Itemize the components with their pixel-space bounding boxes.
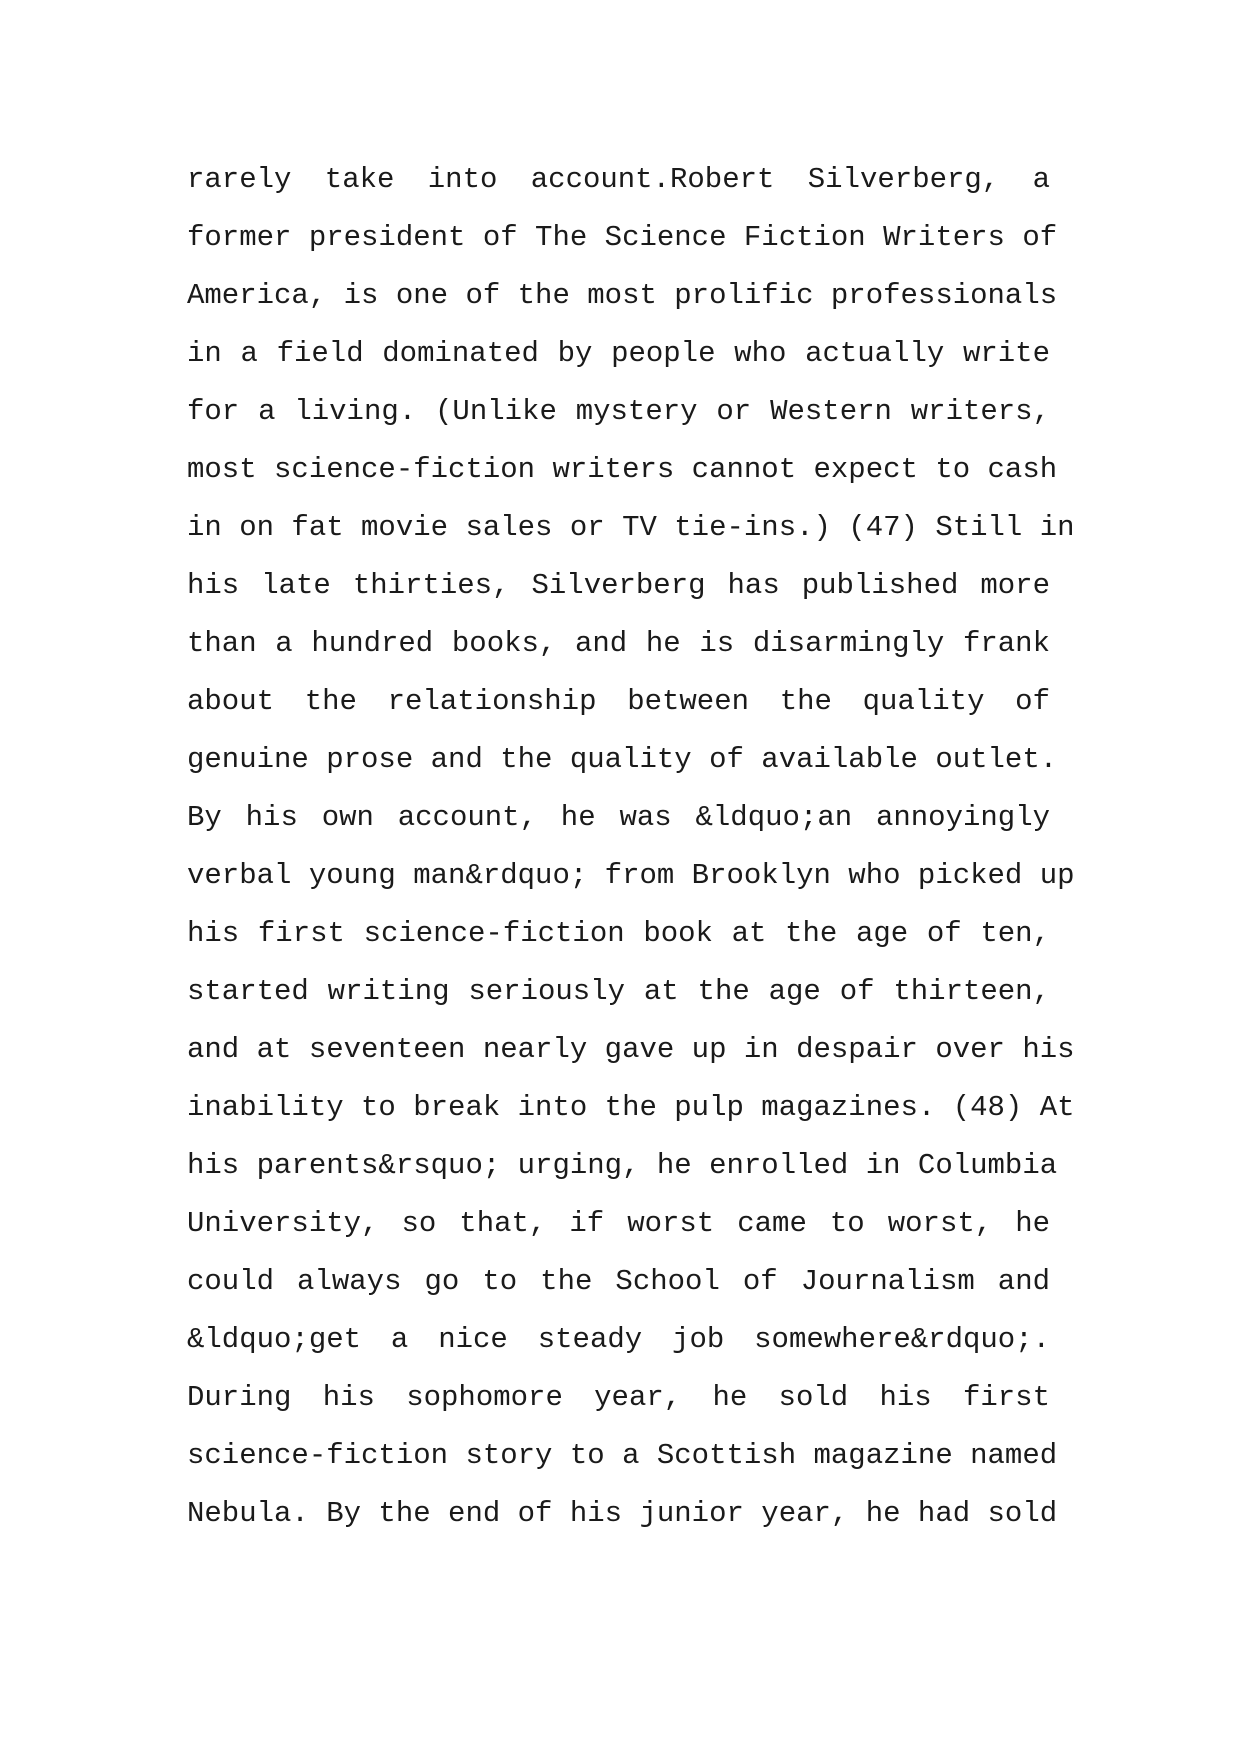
text-line: America, is one of the most prolific professionals (187, 279, 1058, 312)
text-line: his late thirties, Silverberg has published more (187, 569, 1050, 602)
text-line: former president of The Science Fiction Writers of (187, 221, 1058, 254)
text-line: Nebula. By the end of his junior year, he had sold (187, 1497, 1058, 1530)
text-line: inability to break into the pulp magazines. (48) At (187, 1091, 1075, 1124)
text-line: than a hundred books, and he is disarmingly frank (187, 627, 1050, 660)
body-text (187, 162, 1075, 1554)
text-line: in on fat movie sales or TV tie-ins.) (47) Still in (187, 511, 1075, 544)
text-line: in a field dominated by people who actually write (187, 337, 1050, 370)
text-line: his first science-fiction book at the age of ten, (187, 917, 1050, 950)
text-line: genuine prose and the quality of available outlet. (187, 743, 1058, 776)
text-line: &ldquo;get a nice steady job somewhere&rdquo;. (187, 1323, 1050, 1356)
text-line: and at seventeen nearly gave up in despair over his (187, 1033, 1075, 1066)
text-line: During his sophomore year, he sold his first (187, 1381, 1050, 1414)
text-line: most science-fiction writers cannot expect to cash (187, 453, 1058, 486)
text-line: his parents&rsquo; urging, he enrolled in Columbia (187, 1149, 1058, 1182)
text-line: for a living. (Unlike mystery or Western writers, (187, 395, 1050, 428)
text-line: By his own account, he was &ldquo;an annoyingly (187, 801, 1050, 834)
text-line: started writing seriously at the age of thirteen, (187, 975, 1050, 1008)
text-line: about the relationship between the quality of (187, 685, 1050, 718)
text-line: science-fiction story to a Scottish magazine named (187, 1439, 1058, 1472)
text-line: University, so that, if worst came to worst, he (187, 1207, 1050, 1240)
text-line: rarely take into account.Robert Silverberg, a (187, 163, 1050, 196)
text-line: could always go to the School of Journalism and (187, 1265, 1050, 1298)
text-line: verbal young man&rdquo; from Brooklyn who picked up (187, 859, 1075, 892)
